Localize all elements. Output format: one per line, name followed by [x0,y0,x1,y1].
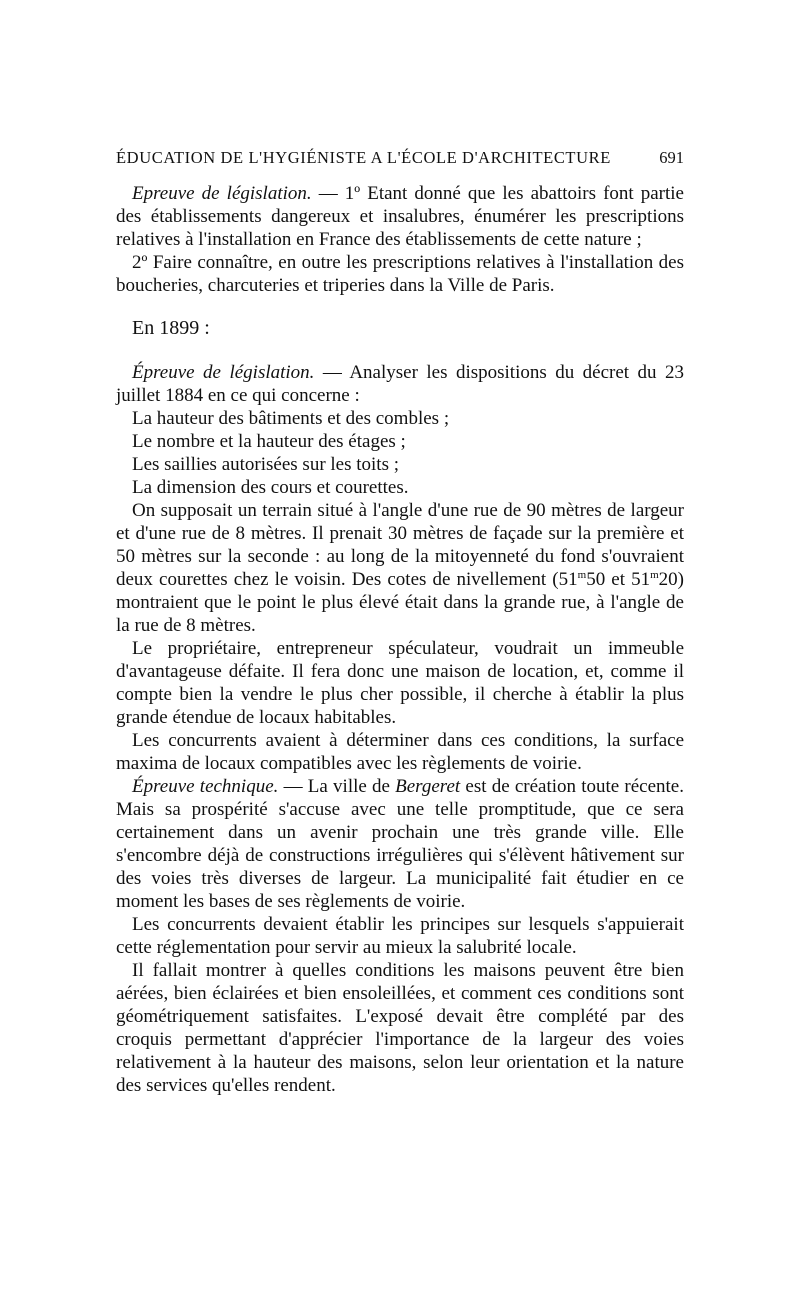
paragraph-proprietaire: Le propriétaire, entrepreneur spéculateur, voudrait un immeuble d'avantageuse défaite. Il fera donc une maison de location, et, comme il compte bien la vendre le plus cher possible, il cherche à établir la plus grande étendue de locaux habitables. [116,638,684,728]
running-title: ÉDUCATION DE L'HYGIÉNISTE A L'ÉCOLE D'ARCHITECTURE [116,148,611,167]
year-heading: En 1899 : [132,317,210,339]
paragraph-text: — La ville de [278,776,396,797]
running-header [116,148,684,176]
list-item: Le nombre et la hauteur des étages ; [132,431,406,452]
meter-superscript: m [650,569,659,581]
list-item: La hauteur des bâtiments et des combles ; [132,408,450,429]
epreuve-label: Epreuve de législation. [132,183,312,204]
meter-superscript: m [577,569,587,581]
paragraph-concurrents: Les concurrents avaient à déterminer dans ces conditions, la surface maxima de locaux compatibles avec les règlements de voirie. [116,730,684,774]
paragraph-text: — 1º Etant donné que les abattoirs font partie des établissements dangereux et insalubres, énumérer les prescriptions relatives à l'installation en France des établissements de cette nature ; [116,183,684,250]
epreuve-label: Épreuve de législation. [132,362,315,383]
paragraph-text: 50 et 51 [586,569,651,590]
paragraph-legislation-1 [116,182,684,251]
paragraph-text: est de création toute récente. Mais sa prospérité s'accuse avec une telle promptitude, que ce sera certainement dans un avenir prochain une très grande ville. Elle s'encombre déjà de constructions irrégulières qui s'élèvent hâtivement sur des voies très diverses de largeur. La municipalité fait étudier en ce moment les bases de ses règlements de voirie. [116,776,684,912]
paragraph-text: 20) montraient que le point le plus élevé était dans la grande rue, à l'angle de la rue de 8 mètres. [116,569,684,636]
page-number: 691 [659,148,684,167]
paragraph-conditions: Il fallait montrer à quelles conditions les maisons peuvent être bien aérées, bien éclairées et bien ensoleillées, et comment ces conditions sont géométriquement satisfaites. L'exposé devait être complété par des croquis permettant d'apprécier l'importance de la largeur des voies relativement à la hauteur des maisons, selon leur orientation et la nature des services qu'elles rendent. [116,960,684,1096]
list-item: La dimension des cours et courettes. [132,477,409,498]
city-name: Bergeret [395,776,461,797]
epreuve-label: Épreuve technique. [132,776,279,797]
page [116,148,684,1097]
paragraph-terrain [116,499,684,637]
paragraph-technique [116,775,684,913]
paragraph-principes: Les concurrents devaient établir les principes sur lesquels s'appuierait cette réglementation pour servir au mieux la salubrité locale. [116,914,684,958]
paragraph-text: On supposait un terrain situé à l'angle d'une rue de 90 mètres de largeur et d'une rue de 8 mètres. Il prenait 30 mètres de façade sur la première et 50 mètres sur la seconde : au long de la mitoyenneté du fond s'ouvraient deux courettes chez le voisin. Des cotes de nivellement (51 [116,500,684,590]
list-item: Les saillies autorisées sur les toits ; [132,454,400,475]
paragraph-text: — Analyser les dispositions du décret du 23 juillet 1884 en ce qui concerne : [116,362,684,406]
paragraph-legislation-1899 [116,361,684,407]
paragraph-legislation-2: 2º Faire connaître, en outre les prescriptions relatives à l'installation des boucheries, charcuteries et triperies dans la Ville de Paris. [116,252,684,296]
